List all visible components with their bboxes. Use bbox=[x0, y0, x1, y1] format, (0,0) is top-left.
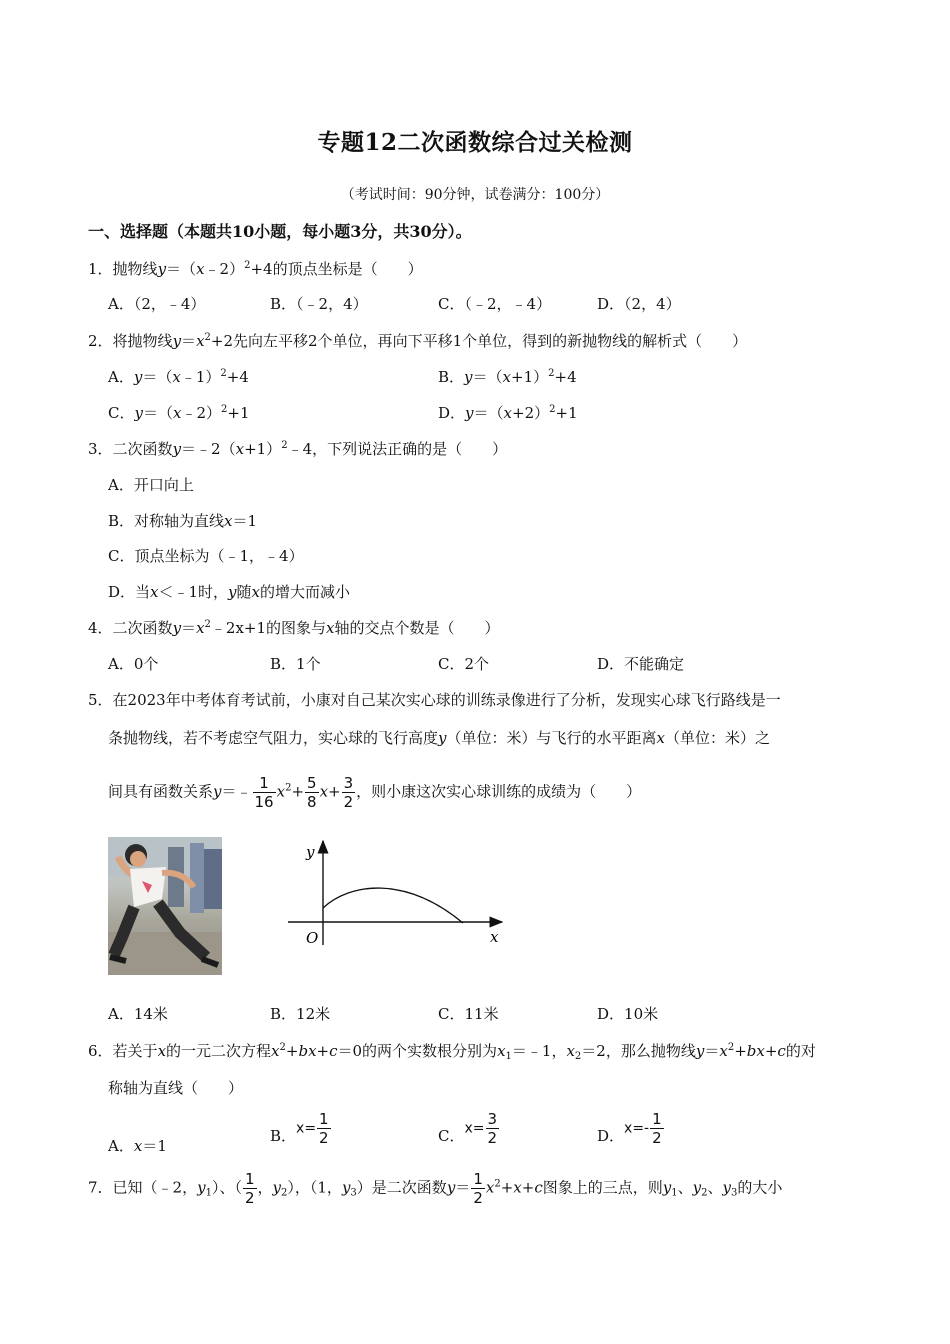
question-3: 3．二次函数$y=﹣2(x+1)^2﹣4$，下列说法正确的是（ ） bbox=[88, 440, 508, 458]
q2-option-d[interactable]: D．$y=(x+2)^2+1$ bbox=[438, 404, 578, 422]
trajectory-graph bbox=[280, 835, 510, 950]
question-5-line-2: 条抛物线，若不考虑空气阻力，实心球的飞行高度y（单位：米）与飞行的水平距离x（单位：米）之 bbox=[108, 729, 770, 747]
fraction-1-16: $\frac{1}{16}$ bbox=[254, 774, 274, 811]
q3-option-a[interactable]: A．开口向上 bbox=[108, 476, 194, 494]
q3-option-c[interactable]: C．顶点坐标为（﹣1，﹣4） bbox=[108, 547, 304, 565]
q6-option-d[interactable]: D．x=- $\frac{1}{2}$ bbox=[597, 1110, 662, 1147]
q4-option-b[interactable]: B．1个 bbox=[270, 655, 321, 673]
fraction-5-8: $\frac{5}{8}$ bbox=[307, 774, 317, 811]
q1-option-a[interactable]: A．（2，﹣4） bbox=[108, 295, 206, 313]
q5-option-b[interactable]: B．12米 bbox=[270, 1005, 331, 1023]
q4-option-c[interactable]: C．2个 bbox=[438, 655, 490, 673]
exam-info: （考试时间：90分钟，试卷满分：100分） bbox=[340, 187, 610, 203]
question-1: 1．抛物线y＝（x﹣2）$^2$+4的顶点坐标是（ ） bbox=[88, 260, 423, 278]
question-6-line-2: 称轴为直线（ ） bbox=[108, 1079, 244, 1097]
q4-option-d[interactable]: D．不能确定 bbox=[597, 655, 685, 673]
q6-option-b[interactable]: B．x= $\frac{1}{2}$ bbox=[270, 1110, 329, 1147]
y-axis-label: y bbox=[306, 843, 315, 861]
q1-option-c[interactable]: C．（﹣2，﹣4） bbox=[438, 295, 552, 313]
q5-option-d[interactable]: D．10米 bbox=[597, 1005, 659, 1023]
x-axis-label: x bbox=[490, 928, 499, 946]
fraction-3-2: $\frac{3}{2}$ bbox=[343, 774, 354, 811]
parabola-curve bbox=[323, 888, 463, 923]
q3-option-d[interactable]: D．当x＜﹣1时，y随x的增大而减小 bbox=[108, 583, 351, 601]
section-heading: 一、选择题（本题共10小题，每小题3分，共30分）。 bbox=[88, 222, 472, 241]
fraction-1-2-a: $\frac{1}{2}$ bbox=[244, 1170, 255, 1207]
q6-option-a[interactable]: A．x＝1 bbox=[108, 1137, 167, 1155]
q2-option-c[interactable]: C．y＝（x﹣2）$^2$+1 bbox=[108, 404, 250, 422]
fraction-1-2-b: $\frac{1}{2}$ bbox=[473, 1170, 483, 1207]
question-4: 4．二次函数$y=x^2﹣2x+1$的图象与x轴的交点个数是（ ） bbox=[88, 619, 500, 637]
q6-option-c[interactable]: C．x= $\frac{3}{2}$ bbox=[438, 1110, 498, 1147]
shot-put-photo bbox=[108, 837, 222, 975]
question-5-line-1: 5．在2023年中考体育考试前，小康对自己某次实心球的训练录像进行了分析，发现实心球飞行路线是一 bbox=[88, 691, 781, 709]
question-6-line-1: 6．若关于x的一元二次方程$x^2+bx+c=0$的两个实数根分别为$x_1=﹣1$，$x_2=2$，那么抛物线$y=x^2+bx+c$的对 bbox=[88, 1042, 816, 1062]
q2-option-a[interactable]: A．y＝（x﹣1）$^2$+4 bbox=[108, 368, 249, 386]
q3-option-b[interactable]: B．对称轴为直线x＝1 bbox=[108, 512, 258, 530]
origin-label: O bbox=[306, 929, 319, 947]
q1-option-b[interactable]: B．（﹣2，4） bbox=[270, 295, 368, 313]
q5-option-c[interactable]: C．11米 bbox=[438, 1005, 499, 1023]
q4-option-a[interactable]: A．0个 bbox=[108, 655, 159, 673]
question-2: 2．将抛物线$y=x^2+2$先向左平移2个单位，再向下平移1个单位，得到的新抛物线的解析式（ ） bbox=[88, 332, 748, 350]
q2-option-b[interactable]: B．$y=(x+1)^2+4$ bbox=[438, 368, 577, 386]
page-title: 专题12二次函数综合过关检测 bbox=[317, 129, 633, 156]
q1-option-d[interactable]: D．（2，4） bbox=[597, 295, 681, 313]
question-5-line-3: 间具有函数关系y＝﹣ $\frac{1}{16}$ $x^2+$ $\frac{5}{8}$ x+ $\frac{3}{2}$ ，则小康这次实心球训练的成绩为（ ） bbox=[108, 774, 642, 811]
question-7: 7．已知（﹣2，$y_1$）、（ $\frac{1}{2}$ ，$y_2$），（1，$y_3$）是二次函数y＝ $\frac{1}{2}$ $x^2+x+c$图象上的三点，则$y_1$、$y_2$、$y_3$的大小 bbox=[88, 1170, 783, 1207]
q5-option-a[interactable]: A．14米 bbox=[108, 1005, 168, 1023]
